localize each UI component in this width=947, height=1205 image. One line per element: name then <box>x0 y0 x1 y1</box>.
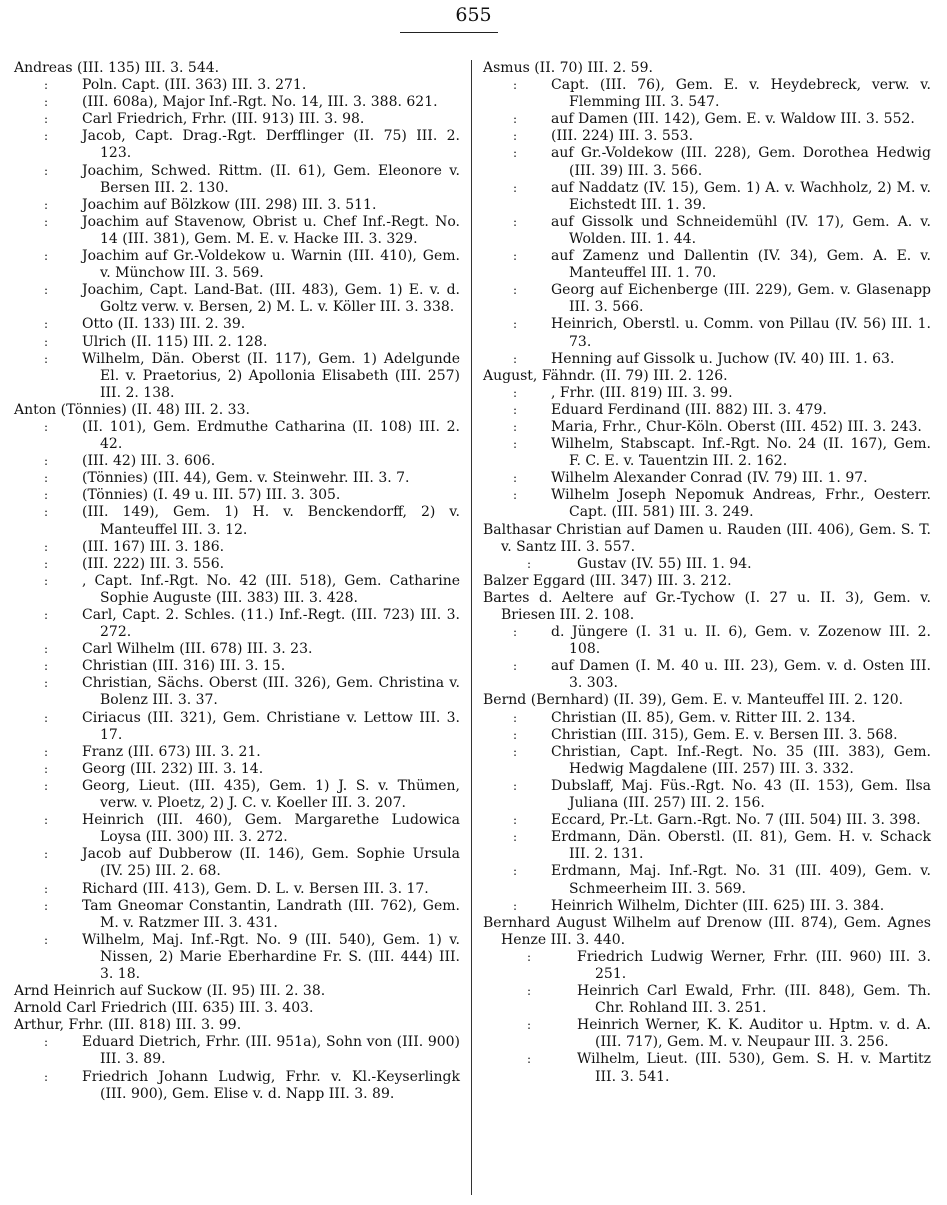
entry-text: auf Zamenz und Dallentin (IV. 34), Gem. A. E. v. Manteuffel III. 1. 70. <box>551 248 931 282</box>
index-entry <box>483 180 931 214</box>
index-entry <box>483 402 931 419</box>
ditto-mark: : <box>44 471 49 486</box>
index-entry <box>483 214 931 248</box>
entry-text: Christian, Sächs. Oberst (III. 326), Gem. Christina v. Bolenz III. 3. 37. <box>82 675 460 709</box>
index-entry <box>14 761 460 778</box>
entry-text: Friedrich Johann Ludwig, Frhr. v. Kl.-Keyserlingk (III. 900), Gem. Elise v. d. Napp III. 3. 89. <box>82 1068 460 1102</box>
column-divider <box>471 60 472 1195</box>
ditto-mark: : <box>513 112 518 127</box>
index-entry <box>483 128 931 145</box>
ditto-mark: : <box>513 317 518 332</box>
right-column <box>483 60 931 1086</box>
ditto-mark: : <box>44 932 49 947</box>
ditto-mark: : <box>513 78 518 93</box>
index-entry <box>483 658 931 692</box>
index-entry <box>14 214 460 248</box>
entry-text: Carl, Capt. 2. Schles. (11.) Inf.-Regt. (III. 723) III. 3. 272. <box>82 607 460 641</box>
index-entry <box>14 881 460 898</box>
index-entry <box>14 812 460 846</box>
entry-text: August, Fähndr. (II. 79) III. 2. 126. <box>483 367 728 384</box>
index-entry <box>483 556 931 573</box>
ditto-mark: : <box>44 112 49 127</box>
entry-text: Richard (III. 413), Gem. D. L. v. Bersen III. 3. 17. <box>82 880 429 897</box>
index-entry <box>483 385 931 402</box>
entry-text: Joachim auf Gr.-Voldekow u. Warnin (III. 410), Gem. v. Münchow III. 3. 569. <box>82 248 460 282</box>
ditto-mark: : <box>44 608 49 622</box>
entry-text: Wilhelm Joseph Nepomuk Andreas, Frhr., Oesterr. Capt. (III. 581) III. 3. 249. <box>551 487 931 521</box>
index-entry <box>14 710 460 744</box>
index-entry <box>14 316 460 333</box>
entry-text: Balthasar Christian auf Damen u. Rauden (III. 406), Gem. S. T. v. Santz III. 3. 557. <box>483 521 931 555</box>
page-number: 655 <box>455 4 492 26</box>
entry-text: Franz (III. 673) III. 3. 21. <box>82 743 261 760</box>
entry-text: (III. 149), Gem. 1) H. v. Benckendorff, 2) v. Manteuffel III. 3. 12. <box>82 504 460 538</box>
index-entry <box>14 658 460 675</box>
ditto-mark: : <box>527 984 532 999</box>
index-entry <box>14 111 460 128</box>
index-entry <box>14 128 460 162</box>
entry-text: Erdmann, Dän. Oberstl. (II. 81), Gem. H. v. Schack III. 2. 131. <box>551 829 931 863</box>
entry-text: Andreas (III. 135) III. 3. 544. <box>14 60 220 76</box>
entry-text: Poln. Capt. (III. 363) III. 3. 271. <box>82 77 307 94</box>
index-entry <box>14 1034 460 1068</box>
index-entry <box>483 915 931 949</box>
index-entry <box>14 846 460 880</box>
index-entry <box>483 316 931 350</box>
index-entry <box>483 898 931 915</box>
ditto-mark: : <box>44 129 49 144</box>
entry-text: Erdmann, Maj. Inf.-Rgt. No. 31 (III. 409), Gem. v. Schmeerheim III. 3. 569. <box>551 863 931 897</box>
index-entry <box>483 829 931 863</box>
ditto-mark: : <box>44 95 49 110</box>
entry-text: Eduard Ferdinand (III. 882) III. 3. 479. <box>551 401 827 418</box>
entry-text: auf Damen (I. M. 40 u. III. 23), Gem. v. d. Osten III. 3. 303. <box>551 658 931 692</box>
ditto-mark: : <box>44 710 49 725</box>
index-entry <box>483 727 931 744</box>
index-entry <box>483 778 931 812</box>
ditto-mark: : <box>44 197 49 212</box>
index-entry <box>483 692 931 709</box>
ditto-mark: : <box>513 351 518 366</box>
entry-text: Henning auf Gissolk u. Juchow (IV. 40) III. 1. 63. <box>551 350 895 367</box>
ditto-mark: : <box>44 642 49 657</box>
ditto-mark: : <box>44 778 49 793</box>
entry-text: Heinrich, Oberstl. u. Comm. von Pillau (IV. 56) III. 1. 73. <box>551 316 931 350</box>
entry-text: auf Naddatz (IV. 15), Gem. 1) A. v. Wachholz, 2) M. v. Eichstedt III. 1. 39. <box>551 179 931 213</box>
index-entry <box>483 1017 931 1051</box>
ditto-mark: : <box>513 778 518 793</box>
entry-text: (III. 608a), Major Inf.-Rgt. No. 14, III. 3. 388. 621. <box>82 94 438 111</box>
entry-text: Asmus (II. 70) III. 2. 59. <box>483 60 653 76</box>
ditto-mark: : <box>44 847 49 862</box>
index-entry <box>14 248 460 282</box>
entry-text: Georg, Lieut. (III. 435), Gem. 1) J. S. v. Thümen, verw. v. Ploetz, 2) J. C. v. Koeller III. 3. 207. <box>82 777 460 812</box>
entry-text: Joachim, Capt. Land-Bat. (III. 483), Gem. 1) E. v. d. Goltz verw. v. Bersen, 2) M. L. v. Köller III. 3. 338. <box>82 282 460 316</box>
ditto-mark: : <box>44 573 49 588</box>
ditto-mark: : <box>513 129 518 144</box>
entry-text: Gustav (IV. 55) III. 1. 94. <box>577 555 752 572</box>
entry-text: auf Gissolk und Schneidemühl (IV. 17), Gem. A. v. Wolden. III. 1. 44. <box>551 213 931 247</box>
ditto-mark: : <box>44 351 49 366</box>
entry-text: Otto (II. 133) III. 2. 39. <box>82 316 246 333</box>
index-entry <box>483 983 931 1017</box>
entry-text: (Tönnies) (III. 44), Gem. v. Steinwehr. III. 3. 7. <box>82 470 410 487</box>
index-entry <box>14 1069 460 1103</box>
entry-text: , Frhr. (III. 819) III. 3. 99. <box>551 384 733 401</box>
entry-text: Tam Gneomar Constantin, Landrath (III. 762), Gem. M. v. Ratzmer III. 3. 431. <box>82 897 460 931</box>
index-entry <box>14 197 460 214</box>
entry-text: Georg (III. 232) III. 3. 14. <box>82 760 264 777</box>
index-entry <box>14 983 460 1000</box>
index-entry <box>483 590 931 624</box>
index-entry <box>483 522 931 556</box>
index-entry <box>14 778 460 812</box>
ditto-mark: : <box>44 163 49 178</box>
index-entry <box>483 573 931 590</box>
entry-text: (III. 42) III. 3. 606. <box>82 453 216 470</box>
index-entry <box>483 419 931 436</box>
entry-text: Christian, Capt. Inf.-Regt. No. 35 (III. 383), Gem. Hedwig Magdalene (III. 257) III. 3. 332. <box>551 743 931 777</box>
entry-text: Christian (III. 316) III. 3. 15. <box>82 658 286 675</box>
entry-text: Georg auf Eichenberge (III. 229), Gem. v. Glasenapp III. 3. 566. <box>551 282 931 316</box>
ditto-mark: : <box>44 676 49 691</box>
index-entry <box>14 334 460 351</box>
ditto-mark: : <box>527 556 532 571</box>
entry-text: (III. 167) III. 3. 186. <box>82 538 225 555</box>
entry-text: Jacob auf Dubberow (II. 146), Gem. Sophie Ursula (IV. 25) III. 2. 68. <box>82 846 460 880</box>
ditto-mark: : <box>44 505 49 520</box>
entry-text: Wilhelm, Lieut. (III. 530), Gem. S. H. v. Martitz III. 3. 541. <box>577 1051 931 1085</box>
index-entry <box>483 470 931 487</box>
ditto-mark: : <box>44 78 49 93</box>
index-entry <box>483 710 931 727</box>
ditto-mark: : <box>513 488 518 503</box>
entry-text: Joachim auf Stavenow, Obrist u. Chef Inf.-Regt. No. 14 (III. 381), Gem. M. E. v. Hacke III. 3. 329. <box>82 213 460 247</box>
ditto-mark: : <box>513 898 518 913</box>
index-entry <box>483 77 931 111</box>
index-entry <box>483 863 931 897</box>
index-entry <box>14 419 460 453</box>
entry-text: Anton (Tönnies) (II. 48) III. 2. 33. <box>14 401 250 418</box>
entry-text: (Tönnies) (I. 49 u. III. 57) III. 3. 305. <box>82 487 341 504</box>
index-entry <box>14 487 460 504</box>
entry-text: Heinrich Werner, K. K. Auditor u. Hptm. v. d. A. (III. 717), Gem. M. v. Neupaur III. 3. 256. <box>577 1017 931 1051</box>
ditto-mark: : <box>44 761 49 776</box>
ditto-mark: : <box>513 710 518 725</box>
ditto-mark: : <box>44 813 49 828</box>
entry-text: Ciriacus (III. 321), Gem. Christiane v. Lettow III. 3. 17. <box>82 709 460 743</box>
ditto-mark: : <box>44 744 49 759</box>
entry-text: Wilhelm, Dän. Oberst (II. 117), Gem. 1) Adelgunde El. v. Praetorius, 2) Apollonia Elisabeth (III. 257) III. 2. 138. <box>82 350 460 401</box>
ditto-mark: : <box>513 214 518 229</box>
ditto-mark: : <box>513 864 518 879</box>
entry-text: auf Gr.-Voldekow (III. 228), Gem. Dorothea Hedwig (III. 39) III. 3. 566. <box>551 145 931 179</box>
ditto-mark: : <box>44 283 49 298</box>
entry-text: (II. 101), Gem. Erdmuthe Catharina (II. 108) III. 2. 42. <box>82 418 460 453</box>
index-entry <box>14 675 460 709</box>
entry-text: Friedrich Ludwig Werner, Frhr. (III. 960) III. 3. 251. <box>577 948 931 982</box>
ditto-mark: : <box>44 556 49 571</box>
entry-text: Arnd Heinrich auf Suckow (II. 95) III. 2. 38. <box>14 983 326 1000</box>
entry-text: Capt. (III. 76), Gem. E. v. Heydebreck, verw. v. Flemming III. 3. 547. <box>551 77 931 111</box>
entry-text: Heinrich Carl Ewald, Frhr. (III. 848), Gem. Th. Chr. Rohland III. 3. 251. <box>577 983 931 1017</box>
left-column <box>14 60 460 1103</box>
ditto-mark: : <box>527 949 532 964</box>
index-entry <box>14 744 460 761</box>
entry-text: Joachim auf Bölzkow (III. 298) III. 3. 511. <box>82 196 377 213</box>
index-entry <box>14 60 460 77</box>
index-entry <box>483 487 931 521</box>
index-entry <box>14 641 460 658</box>
ditto-mark: : <box>44 881 49 896</box>
ditto-mark: : <box>44 249 49 264</box>
index-entry <box>483 744 931 778</box>
index-entry <box>14 1017 460 1034</box>
entry-text: auf Damen (III. 142), Gem. E. v. Waldow III. 3. 552. <box>551 111 915 128</box>
index-entry <box>14 282 460 316</box>
ditto-mark: : <box>527 1018 532 1033</box>
ditto-mark: : <box>513 813 518 828</box>
index-entry <box>14 556 460 573</box>
index-entry <box>483 111 931 128</box>
entry-text: (III. 224) III. 3. 553. <box>551 128 694 145</box>
ditto-mark: : <box>513 283 518 298</box>
ditto-mark: : <box>513 402 518 417</box>
ditto-mark: : <box>44 1069 49 1084</box>
index-entry <box>14 351 460 402</box>
ditto-mark: : <box>44 454 49 469</box>
index-entry <box>14 932 460 983</box>
ditto-mark: : <box>44 898 49 913</box>
entry-text: Christian (III. 315), Gem. E. v. Bersen III. 3. 568. <box>551 726 898 743</box>
index-entry <box>483 812 931 829</box>
index-entry <box>14 607 460 641</box>
ditto-mark: : <box>513 146 518 161</box>
entry-text: Wilhelm, Maj. Inf.-Rgt. No. 9 (III. 540), Gem. 1) v. Nissen, 2) Marie Eberhardine Fr. S. (III. 444) III. 3. 18. <box>82 931 460 982</box>
index-entry <box>483 1051 931 1085</box>
entry-text: Carl Wilhelm (III. 678) III. 3. 23. <box>82 641 313 658</box>
entry-text: Ulrich (II. 115) III. 2. 128. <box>82 333 268 350</box>
entry-text: Eccard, Pr.-Lt. Garn.-Rgt. No. 7 (III. 504) III. 3. 398. <box>551 812 921 829</box>
index-entry <box>14 573 460 607</box>
index-entry <box>14 504 460 538</box>
index-entry <box>483 145 931 179</box>
entry-text: Balzer Eggard (III. 347) III. 3. 212. <box>483 572 732 589</box>
entry-text: Bartes d. Aeltere auf Gr.-Tychow (I. 27 u. II. 3), Gem. v. Briesen III. 2. 108. <box>483 589 931 623</box>
index-entry <box>14 163 460 197</box>
header-rule <box>400 32 498 33</box>
index-entry <box>14 94 460 111</box>
ditto-mark: : <box>44 214 49 229</box>
ditto-mark: : <box>44 419 49 434</box>
index-entry <box>483 368 931 385</box>
entry-text: Wilhelm, Stabscapt. Inf.-Rgt. No. 24 (II. 167), Gem. F. C. E. v. Tauentzin III. 2. 162. <box>551 436 931 470</box>
ditto-mark: : <box>513 437 518 452</box>
entry-text: Bernd (Bernhard) (II. 39), Gem. E. v. Manteuffel III. 2. 120. <box>483 692 904 709</box>
entry-text: Wilhelm Alexander Conrad (IV. 79) III. 1. 97. <box>551 470 868 487</box>
ditto-mark: : <box>44 1035 49 1050</box>
entry-text: Bernhard August Wilhelm auf Drenow (III. 874), Gem. Agnes Henze III. 3. 440. <box>483 914 931 948</box>
ditto-mark: : <box>527 1052 532 1067</box>
index-entry <box>14 898 460 932</box>
index-entry <box>14 470 460 487</box>
entry-text: Christian (II. 85), Gem. v. Ritter III. 2. 134. <box>551 709 856 726</box>
index-entry <box>14 539 460 556</box>
ditto-mark: : <box>513 180 518 195</box>
ditto-mark: : <box>44 659 49 674</box>
entry-text: Carl Friedrich, Frhr. (III. 913) III. 3. 98. <box>82 111 365 128</box>
ditto-mark: : <box>513 419 518 434</box>
index-entry <box>483 282 931 316</box>
index-entry <box>483 624 931 658</box>
ditto-mark: : <box>513 385 518 400</box>
index-entry <box>14 453 460 470</box>
index-entry <box>14 1000 460 1017</box>
ditto-mark: : <box>44 334 49 349</box>
ditto-mark: : <box>513 830 518 845</box>
entry-text: Dubslaff, Maj. Füs.-Rgt. No. 43 (II. 153), Gem. Ilsa Juliana (III. 257) III. 2. 156. <box>551 777 931 812</box>
entry-text: (III. 222) III. 3. 556. <box>82 555 225 572</box>
index-entry <box>14 402 460 419</box>
ditto-mark: : <box>44 539 49 554</box>
entry-text: Arthur, Frhr. (III. 818) III. 3. 99. <box>14 1017 242 1034</box>
ditto-mark: : <box>513 744 518 759</box>
entry-text: Joachim, Schwed. Rittm. (II. 61), Gem. Eleonore v. Bersen III. 2. 130. <box>82 162 460 196</box>
entry-text: Heinrich Wilhelm, Dichter (III. 625) III. 3. 384. <box>551 897 885 914</box>
index-entry <box>483 949 931 983</box>
ditto-mark: : <box>513 659 518 674</box>
entry-text: Eduard Dietrich, Frhr. (III. 951a), Sohn von (III. 900) III. 3. 89. <box>82 1034 460 1068</box>
entry-text: Heinrich (III. 460), Gem. Margarethe Ludowica Loysa (III. 300) III. 3. 272. <box>82 812 460 846</box>
entry-text: , Capt. Inf.-Rgt. No. 42 (III. 518), Gem. Catharine Sophie Auguste (III. 383) III. 3. 428. <box>82 572 460 606</box>
ditto-mark: : <box>44 317 49 332</box>
index-entry <box>483 436 931 470</box>
ditto-mark: : <box>513 727 518 742</box>
ditto-mark: : <box>513 625 518 640</box>
index-entry <box>483 351 931 368</box>
index-entry <box>483 248 931 282</box>
ditto-mark: : <box>44 488 49 503</box>
index-entry <box>14 77 460 94</box>
index-entry <box>483 60 931 77</box>
ditto-mark: : <box>513 249 518 264</box>
entry-text: Jacob, Capt. Drag.-Rgt. Derfflinger (II. 75) III. 2. 123. <box>82 128 460 162</box>
entry-text: Arnold Carl Friedrich (III. 635) III. 3. 403. <box>14 1000 314 1017</box>
entry-text: Maria, Frhr., Chur-Köln. Oberst (III. 452) III. 3. 243. <box>551 418 922 435</box>
ditto-mark: : <box>513 471 518 486</box>
entry-text: d. Jüngere (I. 31 u. II. 6), Gem. v. Zozenow III. 2. 108. <box>551 624 931 658</box>
